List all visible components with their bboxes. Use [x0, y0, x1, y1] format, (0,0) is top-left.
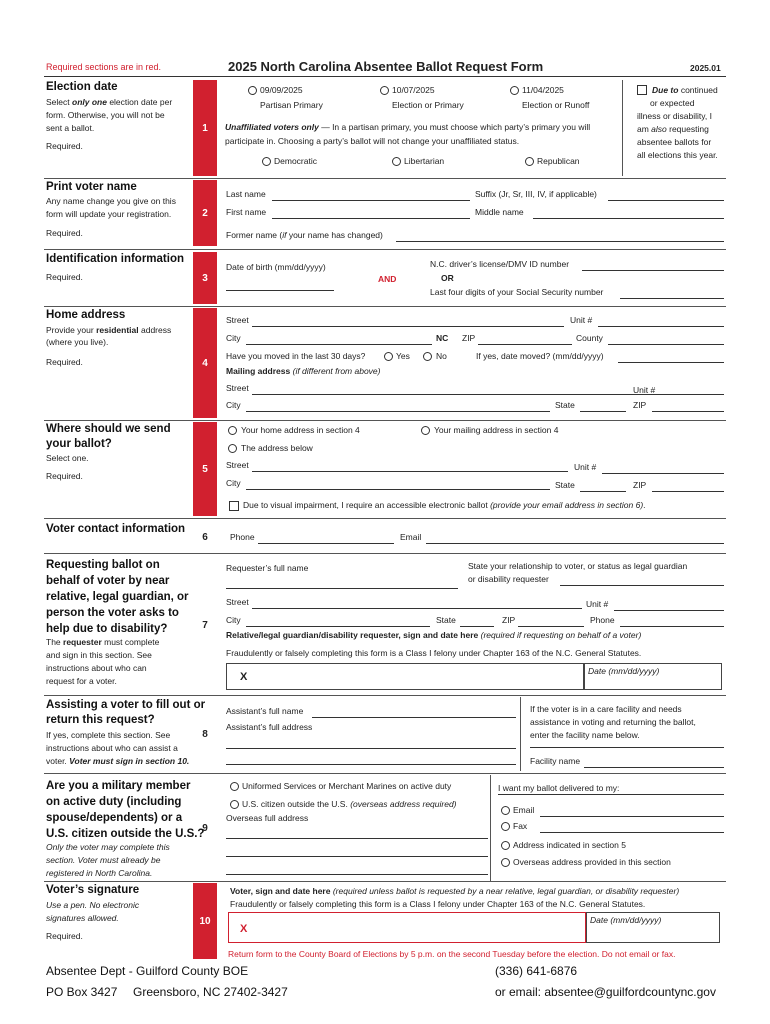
party-radio-democratic[interactable] — [262, 157, 271, 166]
last-name-field[interactable] — [272, 200, 470, 201]
divider-5 — [44, 518, 726, 519]
s7-city-field[interactable] — [246, 626, 430, 627]
s1-title: Election date — [46, 81, 118, 93]
return-instructions: Return form to the County Board of Elections by 5 p.m. on the second Tuesday before the election. Do not email or fax. — [228, 949, 676, 959]
s6-number: 6 — [202, 531, 208, 543]
due-to-l3: illness or disability, I — [637, 111, 712, 121]
s7-desc3: instructions about who can — [46, 663, 147, 673]
mailing-label: Mailing address (if different from above) — [226, 366, 381, 376]
party-republican: Republican — [537, 156, 580, 166]
visual-impairment-label: Due to visual impairment, I require an accessible electronic ballot (provide your email address in section 6). — [243, 500, 646, 510]
s1-divider — [622, 80, 623, 176]
send-below-radio[interactable] — [228, 444, 237, 453]
send-below-label: The address below — [241, 443, 313, 453]
care-facility-l1: If the voter is in a care facility and needs — [530, 704, 682, 714]
relationship-field[interactable] — [560, 585, 724, 586]
s8-desc3: voter. Voter must sign in section 10. — [46, 756, 190, 766]
deliver-overseas-label: Overseas address provided in this section — [513, 857, 671, 867]
care-facility-l3: enter the facility name below. — [530, 730, 640, 740]
s8-number: 8 — [202, 728, 208, 740]
footer-dept: Absentee Dept - Guilford County BOE — [46, 964, 249, 978]
citizen-outside-radio[interactable] — [230, 800, 239, 809]
deliver-fax-label: Fax — [513, 821, 528, 831]
s5-zip-field[interactable] — [652, 491, 724, 492]
s7-desc2: and sign in this section. See — [46, 650, 152, 660]
s6-title: Voter contact information — [46, 523, 186, 535]
election-date-1007: 10/07/2025 — [392, 85, 435, 95]
last-name-label: Last name — [226, 189, 266, 199]
dl-field[interactable] — [582, 270, 724, 271]
s5-unit-field[interactable] — [602, 473, 724, 474]
s1-desc3: sent a ballot. — [46, 123, 95, 133]
first-name-field[interactable] — [272, 218, 470, 219]
s7-phone-label: Phone — [590, 615, 615, 625]
election-radio-0909[interactable] — [248, 86, 257, 95]
s5-street-field[interactable] — [252, 471, 568, 472]
county-label: County — [576, 333, 603, 343]
footer-city: Greensboro, NC 27402-3427 — [133, 985, 288, 999]
s7-felony: Fraudulently or falsely completing this form is a Class I felony under Chapter 163 of the N.C. General Statutes. — [226, 648, 642, 658]
s7-desc4: request for a voter. — [46, 676, 117, 686]
requester-signature-box[interactable] — [226, 663, 584, 690]
s5-city-field[interactable] — [246, 489, 550, 490]
s7-zip-field[interactable] — [518, 626, 584, 627]
s8-title1: Assisting a voter to fill out or — [46, 699, 206, 711]
s7-state-label: State — [436, 615, 456, 625]
deliver-address5-radio[interactable] — [501, 841, 510, 850]
s2-number: 2 — [193, 180, 217, 246]
email-label: Email — [400, 532, 422, 542]
county-field[interactable] — [608, 344, 724, 345]
s10-desc2: signatures allowed. — [46, 913, 119, 923]
s8-divider — [520, 697, 521, 771]
s9-title3: spouse/dependents) or a — [46, 812, 183, 824]
s7-title3: relative, legal guardian, or — [46, 591, 189, 603]
assistant-name-field[interactable] — [312, 717, 516, 718]
deliver-overseas-radio[interactable] — [501, 858, 510, 867]
moved-date-field[interactable] — [618, 362, 724, 363]
s4-desc2: (where you live). — [46, 337, 109, 347]
divider-1 — [44, 178, 726, 179]
unit-label: Unit # — [570, 315, 593, 325]
mailing-street-label: Street — [226, 383, 249, 393]
s1-desc: Select only one election date per — [46, 97, 173, 107]
voter-signature-box[interactable] — [228, 912, 586, 943]
dob-field[interactable] — [226, 290, 334, 291]
deliver-address5-label: Address indicated in section 5 — [513, 840, 626, 850]
facility-name-field-top[interactable] — [530, 747, 724, 748]
s9-title1: Are you a military member — [46, 780, 191, 792]
s3-required: Required. — [46, 272, 83, 282]
party-radio-libertarian[interactable] — [392, 157, 401, 166]
s9-number: 9 — [202, 822, 208, 834]
form-title: 2025 North Carolina Absentee Ballot Request Form — [228, 59, 544, 74]
divider-7 — [44, 695, 726, 696]
mailing-unit-label: Unit # — [633, 385, 656, 395]
s7-zip-label: ZIP — [502, 615, 516, 625]
dob-label: Date of birth (mm/dd/yyyy) — [226, 262, 326, 272]
city-field[interactable] — [246, 344, 432, 345]
s1-number: 1 — [193, 80, 217, 176]
s9-title2: on active duty (including — [46, 796, 182, 808]
moved-date-label: If yes, date moved? (mm/dd/yyyy) — [476, 351, 604, 361]
election-type-1104: Election or Runoff — [522, 100, 590, 110]
s7-phone-field[interactable] — [620, 626, 724, 627]
deliver-email-radio[interactable] — [501, 806, 510, 815]
s8-title2: return this request? — [46, 714, 155, 726]
requester-date-label: Date (mm/dd/yyyy) — [588, 666, 660, 676]
s7-number: 7 — [202, 619, 208, 631]
want-ballot-field[interactable] — [498, 794, 724, 795]
s10-desc1: Use a pen. No electronic — [46, 900, 140, 910]
s5-desc: Select one. — [46, 453, 89, 463]
s4-title: Home address — [46, 309, 126, 321]
due-to-l4: am also requesting — [637, 124, 709, 134]
s2-required: Required. — [46, 228, 83, 238]
divider-4 — [44, 420, 726, 421]
election-radio-1007[interactable] — [380, 86, 389, 95]
unaffiliated-note-2: participate in. Choosing a party’s ballot will not change your unaffiliated status. — [225, 136, 520, 146]
phone-field[interactable] — [258, 543, 394, 544]
moved-yes-label: Yes — [396, 351, 410, 361]
mailing-zip-label: ZIP — [633, 400, 647, 410]
s10-felony: Fraudulently or falsely completing this form is a Class I felony under Chapter 163 of the N.C. General Statutes. — [230, 899, 646, 909]
ssn-field[interactable] — [620, 298, 724, 299]
middle-name-label: Middle name — [475, 207, 524, 217]
voter-date-box[interactable] — [586, 912, 720, 943]
s7-street-label: Street — [226, 597, 249, 607]
s8-desc2: instructions about who can assist a — [46, 743, 178, 753]
due-to-l6: all elections this year. — [637, 150, 718, 160]
unaffiliated-note: Unaffiliated voters only — In a partisan primary, you must choose which party’s primary you will — [225, 122, 591, 132]
s5-required: Required. — [46, 471, 83, 481]
nc-label: NC — [436, 333, 449, 343]
mailing-city-label: City — [226, 400, 241, 410]
party-democratic: Democratic — [274, 156, 317, 166]
deliver-fax-field[interactable] — [540, 832, 724, 833]
s10-title: Voter’s signature — [46, 884, 140, 896]
former-name-field[interactable] — [396, 241, 724, 242]
relationship-label: State your relationship to voter, or status as legal guardian — [468, 561, 688, 571]
voter-sign-x: X — [240, 923, 248, 935]
party-radio-republican[interactable] — [525, 157, 534, 166]
s10-number: 10 — [193, 883, 217, 959]
s5-state-field[interactable] — [580, 491, 626, 492]
zip-field[interactable] — [478, 344, 572, 345]
and-label: AND — [378, 274, 397, 284]
s7-title1: Requesting ballot on — [46, 559, 160, 571]
s5-title2: your ballot? — [46, 438, 112, 450]
former-name-label: Former name (if your name has changed) — [226, 230, 383, 240]
suffix-field[interactable] — [608, 200, 724, 201]
send-mailing-radio[interactable] — [421, 426, 430, 435]
election-date-1104: 11/04/2025 — [522, 85, 564, 95]
send-home-radio[interactable] — [228, 426, 237, 435]
s5-city-label: City — [226, 478, 241, 488]
s7-unit-label: Unit # — [586, 599, 609, 609]
requester-sign-x: X — [240, 671, 248, 683]
s7-state-field[interactable] — [460, 626, 494, 627]
care-facility-l2: assistance in voting and returning the ballot, — [530, 717, 696, 727]
overseas-address-field-1[interactable] — [226, 838, 488, 839]
visual-impairment-checkbox[interactable] — [229, 501, 239, 511]
requester-sign-label: Relative/legal guardian/disability requester, sign and date here (required if requesting on behalf of a voter) — [226, 630, 642, 640]
s7-city-label: City — [226, 615, 241, 625]
requester-date-box[interactable] — [584, 663, 722, 690]
relationship-label-2: or disability requester — [468, 574, 549, 584]
moved-yes-radio[interactable] — [384, 352, 393, 361]
deliver-fax-radio[interactable] — [501, 822, 510, 831]
s8-desc1: If yes, complete this section. See — [46, 730, 171, 740]
election-type-0909: Partisan Primary — [260, 100, 323, 110]
s9-title4: U.S. citizen outside the U.S.? — [46, 828, 205, 840]
s9-desc1: Only the voter may complete this — [46, 842, 170, 852]
zip-label: ZIP — [462, 333, 476, 343]
s2-desc1: Any name change you give on this — [46, 196, 176, 206]
election-date-0909: 09/09/2025 — [260, 85, 303, 95]
party-libertarian: Libertarian — [404, 156, 445, 166]
deliver-email-field[interactable] — [540, 816, 724, 817]
s7-title4: person the voter asks to — [46, 607, 179, 619]
due-to-l2: or expected — [650, 98, 695, 108]
street-field[interactable] — [252, 326, 564, 327]
mailing-state-field[interactable] — [580, 411, 626, 412]
uniformed-label: Uniformed Services or Merchant Marines on active duty — [242, 781, 452, 791]
middle-name-field[interactable] — [533, 218, 724, 219]
election-type-1007: Election or Primary — [392, 100, 464, 110]
mailing-state-label: State — [555, 400, 575, 410]
overseas-address-field-3[interactable] — [226, 874, 488, 875]
facility-name-label: Facility name — [530, 756, 581, 766]
or-label: OR — [441, 273, 454, 283]
overseas-address-label: Overseas full address — [226, 813, 309, 823]
first-name-label: First name — [226, 207, 267, 217]
voter-sign-label: Voter, sign and date here (required unless ballot is requested by a near relative, legal guardian, or disability requester) — [230, 886, 680, 896]
facility-name-field[interactable] — [584, 767, 724, 768]
requester-name-field[interactable] — [226, 588, 458, 589]
divider-9 — [44, 881, 726, 882]
suffix-label: Suffix (Jr, Sr, III, IV, if applicable) — [475, 189, 597, 199]
city-label: City — [226, 333, 241, 343]
s4-required: Required. — [46, 357, 83, 367]
election-radio-1104[interactable] — [510, 86, 519, 95]
divider-3 — [44, 306, 726, 307]
header-divider — [44, 76, 726, 77]
citizen-outside-label: U.S. citizen outside the U.S. (overseas address required) — [242, 799, 457, 809]
footer-email: or email: absentee@guilfordcountync.gov — [495, 985, 716, 999]
street-label: Street — [226, 315, 249, 325]
s5-title1: Where should we send — [46, 423, 171, 435]
mailing-zip-field[interactable] — [652, 411, 724, 412]
divider-6 — [44, 553, 726, 554]
overseas-address-field-2[interactable] — [226, 856, 488, 857]
unit-field[interactable] — [598, 326, 724, 327]
moved-no-radio[interactable] — [423, 352, 432, 361]
assistant-name-label: Assistant’s full name — [226, 706, 304, 716]
uniformed-radio[interactable] — [230, 782, 239, 791]
required-note: Required sections are in red. — [46, 62, 162, 72]
want-ballot-label: I want my ballot delivered to my: — [498, 783, 620, 793]
moved-question: Have you moved in the last 30 days? — [226, 351, 366, 361]
due-to-l5: absentee ballots for — [637, 137, 712, 147]
s5-zip-label: ZIP — [633, 480, 647, 490]
s5-state-label: State — [555, 480, 575, 490]
s4-desc: Provide your residential address — [46, 325, 172, 335]
s5-street-label: Street — [226, 460, 249, 470]
assistant-address-label: Assistant’s full address — [226, 722, 313, 732]
divider-8 — [44, 773, 726, 774]
voter-date-label: Date (mm/dd/yyyy) — [590, 915, 662, 925]
phone-label: Phone — [230, 532, 255, 542]
moved-no-label: No — [436, 351, 447, 361]
assistant-address-field-2[interactable] — [226, 764, 516, 765]
deliver-email-label: Email — [513, 805, 535, 815]
s10-required: Required. — [46, 931, 83, 941]
mailing-city-field[interactable] — [246, 411, 550, 412]
s3-number: 3 — [193, 252, 217, 304]
s7-street-field[interactable] — [252, 608, 582, 609]
s7-unit-field[interactable] — [614, 610, 724, 611]
divider-2 — [44, 249, 726, 250]
continued-illness-checkbox[interactable] — [637, 85, 647, 95]
dl-label: N.C. driver’s license/DMV ID number — [430, 259, 570, 269]
s9-desc2: section. Voter must already be — [46, 855, 161, 865]
s1-required: Required. — [46, 141, 83, 151]
assistant-address-field-1[interactable] — [226, 748, 516, 749]
s5-unit-label: Unit # — [574, 462, 597, 472]
s7-desc: The requester must complete — [46, 637, 160, 647]
s7-title5: help due to disability? — [46, 623, 168, 635]
s9-divider — [490, 775, 491, 881]
footer-phone: (336) 641-6876 — [495, 964, 578, 978]
s2-desc2: form will update your registration. — [46, 209, 172, 219]
s5-number: 5 — [193, 422, 217, 516]
s3-title: Identification information — [46, 253, 184, 265]
s2-title: Print voter name — [46, 181, 137, 193]
footer-pobox: PO Box 3427 — [46, 985, 118, 999]
due-to-l1: Due to continued — [652, 85, 718, 95]
send-mailing-label: Your mailing address in section 4 — [434, 425, 559, 435]
s9-desc3: registered in North Carolina. — [46, 868, 153, 878]
s7-title2: behalf of voter by near — [46, 575, 170, 587]
s1-desc2: form. Otherwise, you will not be — [46, 110, 165, 120]
ssn-label: Last four digits of your Social Security number — [430, 287, 604, 297]
requester-name-label: Requester’s full name — [226, 563, 309, 573]
email-field[interactable] — [426, 543, 724, 544]
send-home-label: Your home address in section 4 — [241, 425, 360, 435]
form-version: 2025.01 — [690, 63, 721, 73]
s4-number: 4 — [193, 308, 217, 418]
